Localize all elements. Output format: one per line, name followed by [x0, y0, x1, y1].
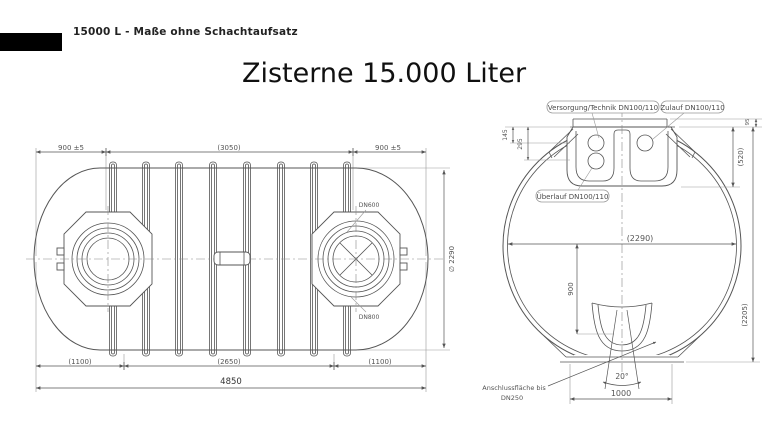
- dim-145: 145: [502, 129, 509, 141]
- dim-overall-length: 4850: [220, 377, 242, 387]
- dim-295: 295: [517, 138, 524, 150]
- dim-bottom-right: (1100): [368, 358, 392, 366]
- dim-depth-900: 900: [567, 282, 575, 296]
- label-supply: Versorgung/Technik DN100/110: [547, 104, 659, 112]
- header-note: 15000 L - Maße ohne Schachtaufsatz: [73, 26, 298, 38]
- lifting-handle: [214, 252, 250, 265]
- dim-95: 95: [745, 118, 751, 126]
- label-manhole-outer: DN800: [358, 314, 380, 321]
- cross-section-drawing: [478, 95, 768, 430]
- dim-top-right: 900 ±5: [375, 144, 401, 152]
- label-manhole-inner: DN600: [358, 202, 380, 209]
- sump: [592, 303, 652, 353]
- dim-width: (2290): [626, 234, 654, 243]
- label-inlet: Zulauf DN100/110: [660, 104, 725, 112]
- dim-diameter: ∅ 2290: [448, 245, 456, 273]
- label-overflow: Überlauf DN100/110: [536, 193, 609, 201]
- dim-top-left: 900 ±5: [58, 144, 84, 152]
- dim-angle: 20°: [615, 372, 629, 381]
- dim-520: (520): [737, 147, 745, 167]
- dim-bottom-left: (1100): [68, 358, 92, 366]
- dim-sump-width: 1000: [610, 389, 632, 398]
- dim-height: (2205): [741, 303, 749, 327]
- logo-mark: [0, 33, 62, 51]
- dim-top-center: (3050): [217, 144, 241, 152]
- label-connection-line2: DN250: [500, 394, 524, 402]
- side-view-drawing: [20, 130, 470, 412]
- page-title: Zisterne 15.000 Liter: [241, 58, 527, 89]
- label-connection-line1: Anschlussfläche bis: [482, 384, 546, 392]
- dim-bottom-center: (2650): [217, 358, 241, 366]
